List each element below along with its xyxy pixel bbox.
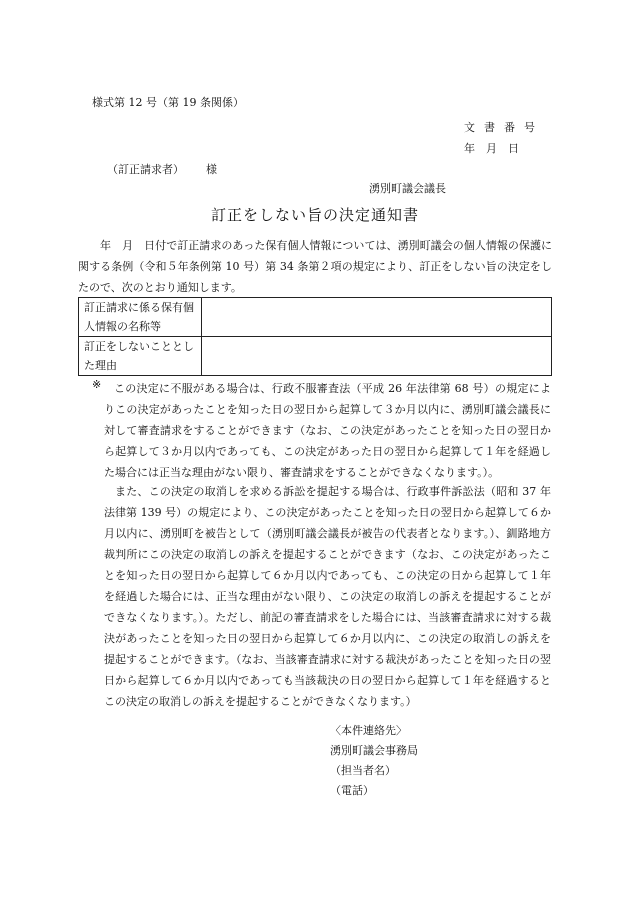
issuer-name: 湧別町議会議長 [369, 182, 446, 195]
honorific: 様 [206, 163, 217, 176]
table-row [79, 337, 552, 376]
lawsuit-notice-paragraph: また、この決定の取消しを求める訴訟を提起する場合は、行政事件訴訟法（昭和 37 年法律第 139 号）の規定により、この決定があったことを知った日の翌日から起算して６か月以内に、湧別町を被告として（湧別町議会議長が被告の代表者となります。）、釧路地方裁判所にこの決定の取消しの訴えを提起することができます（なお、この決定があったことを知った日の翌日から起算して６か月以内であっても、この決定の日から起算して１年を経過した場合には、正当な理由がない限り、この決定の取消しの訴えを提起することができなくなります。）。ただし、前記の審査請求をした場合には、当該審査請求に対する裁決があったことを知った日の翌日から起算して６か月以内に、この決定の取消しの訴えを提起することができます。（なお、当該審査請求に対する裁決があったことを知った日の翌日から起算して６か月以内であっても当該裁決の日の翌日から起算して１年を経過するとこの決定の取消しの訴えを提起することができなくなります。） [104, 485, 551, 708]
contact-heading: 〈本件連絡先〉 [330, 724, 407, 737]
document-title: 訂正をしない旨の決定通知書 [210, 206, 419, 224]
date-label: 年 月 日 [464, 142, 519, 155]
form-number: 様式第 12 号（第 19 条関係） [92, 96, 244, 109]
appeal-notice-paragraph: この決定に不服がある場合は、行政不服審査法（平成 26 年法律第 68 号）の規定によりこの決定があったことを知った日の翌日から起算して３か月以内に、湧別町議会議長に対して審査請求をすることができます（なお、この決定があったことを知った日の翌日から起算して３か月以内であっても、この決定があった日の翌日から起算して１年を経過した場合には正当な理由がない限り、審査請求をすることができなくなります。）。 [104, 382, 551, 479]
contact-block [330, 721, 418, 801]
contact-phone: （電話） [330, 784, 374, 797]
info-table [78, 297, 552, 376]
table-row-value [202, 337, 552, 376]
document-number-label: 文書番号 [464, 121, 544, 134]
contact-person: （担当者名） [330, 764, 396, 777]
table-row-value [202, 298, 552, 337]
note-mark: ※ [92, 378, 102, 391]
requester-label: （訂正請求者） [107, 163, 184, 176]
table-row-label: 訂正請求に係る保有個人情報の名称等 [79, 298, 202, 337]
contact-office: 湧別町議会事務局 [330, 744, 418, 757]
intro-paragraph: 年 月 日付で訂正請求のあった保有個人情報については、湧別町議会の個人情報の保護に関する条例（令和５年条例第 10 号）第 34 条第２項の規定により、訂正をしない旨の決定をしたので、次のとおり通知します。 [78, 239, 552, 294]
table-row [79, 298, 552, 337]
table-row-label: 訂正をしないこととした理由 [79, 337, 202, 376]
